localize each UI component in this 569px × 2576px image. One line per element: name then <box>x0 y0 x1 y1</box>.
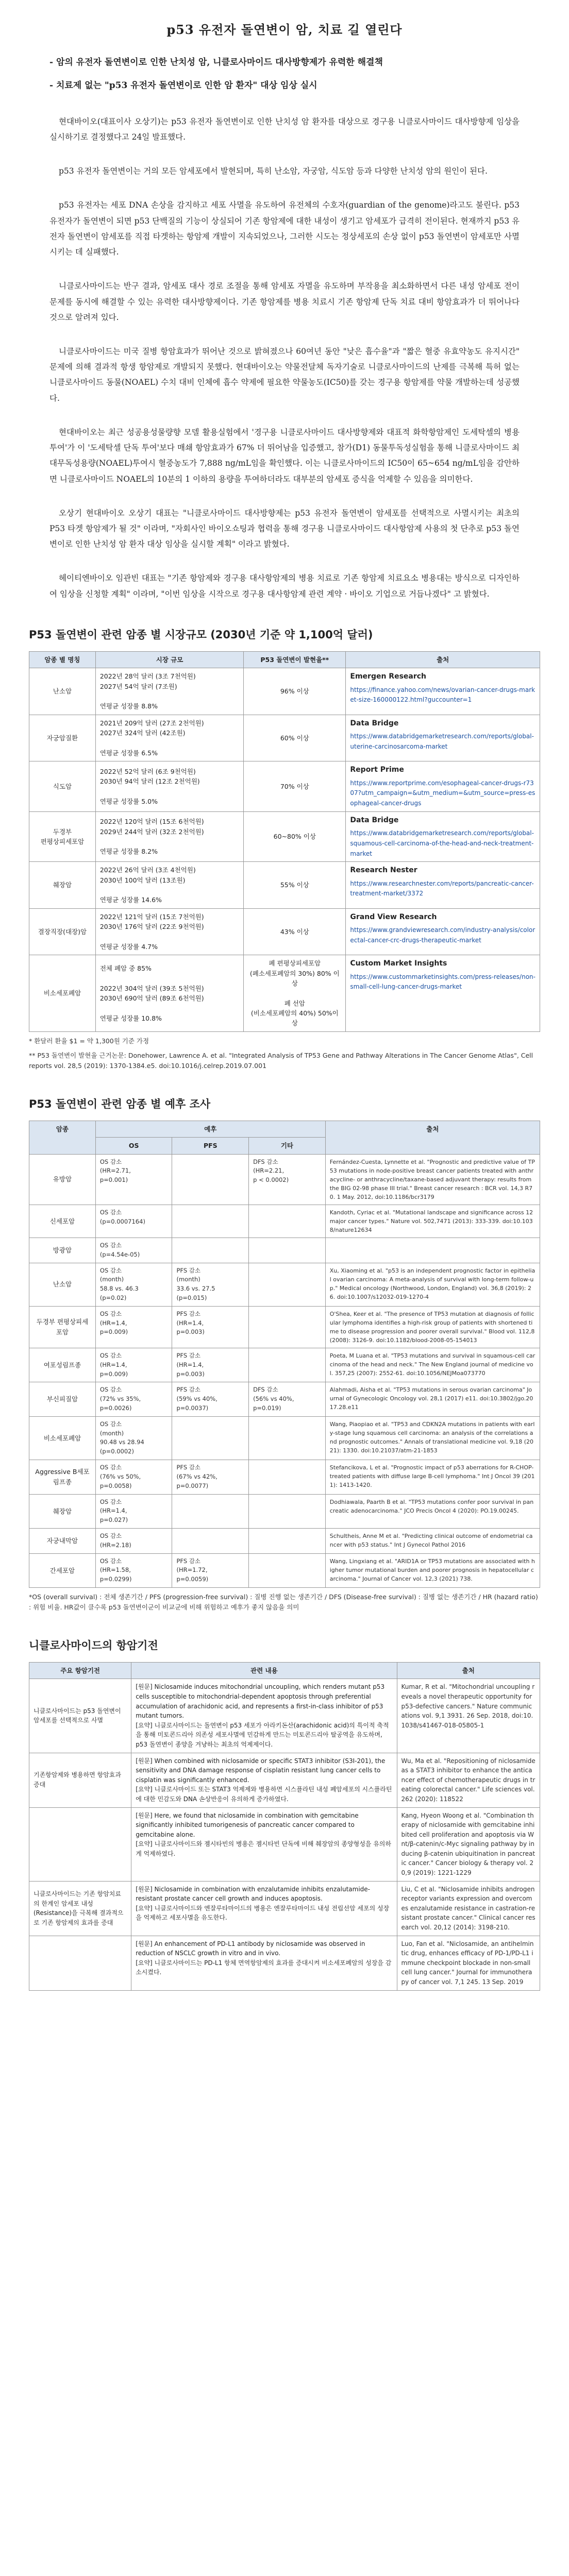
table-row <box>29 1416 540 1460</box>
source-cell: Wu, Ma et al. "Repositioning of niclosamide as a STAT3 inhibitor to enhance the anticancer effect of chemotherapeutic drugs in treating colorectal cancer." Life sciences vol. 262 (2020): 118522 <box>397 1753 540 1807</box>
other-cell <box>249 1263 326 1306</box>
table-row <box>29 1205 540 1238</box>
table-header: 출처 <box>397 1663 540 1679</box>
source-cell: Luo, Fan et al. "Niclosamide, an antihelmintic drug, enhances efficacy of PD-1/PD-L1 immune checkpoint blockade in non-small cell lung cancer." Journal for immunotherapy of cancer vol. 7,1 245. 13 Sep. 2019 <box>397 1936 540 1990</box>
summary-block <box>49 55 540 93</box>
os-cell: OS 감소 (72% vs 35%, p=0.0026) <box>95 1382 172 1416</box>
os-cell: OS 감소 (p=0.0007164) <box>95 1205 172 1238</box>
table-row <box>29 1238 540 1263</box>
os-cell: OS 감소 (HR=1.58, p=0.0299) <box>95 1553 172 1587</box>
table-row <box>29 715 540 761</box>
mutation-rate-cell: 70% 이상 <box>244 761 346 811</box>
cancer-type-cell: 결장직장(대장)암 <box>29 908 96 955</box>
body-paragraph: 니클로사마이드는 미국 질병 항암효과가 뛰어난 것으로 밝혀졌으나 60여년 동안 "낮은 흡수율"과 "짧은 혈중 유효약농도 유지시간" 문제에 의해 결과적 항생 항암제로 개발되지 못했다. 현대바이오는 약물전달체 독자기술로 니클로사마이드의 난제를 극복해 특허 없는 니클로사마이드 동물(NOAEL) 수치 대비 인체에 흡수 약제에 필요한 약물농도(IC50)를 갖는 경구용 항암제를 약물 개발하는데 성공했다. <box>49 346 520 403</box>
other-cell <box>249 1494 326 1528</box>
table-header: 출처 <box>325 1121 540 1154</box>
mutation-rate-cell: 43% 이상 <box>244 908 346 955</box>
other-cell: DFS 감소 (56% vs 40%, p=0.019) <box>249 1382 326 1416</box>
cancer-type-cell: 신세포암 <box>29 1205 96 1238</box>
market-size-cell: 2022년 120억 달러 (15조 6천억원) 2029년 244억 달러 (32조 2천억원) 연평균 성장률 8.2% <box>95 811 243 861</box>
source-cell: Wang, Piaopiao et al. "TP53 and CDKN2A mutations in patients with early-stage lung squamous cell carcinoma: an analysis of the correlations and prognostic outcomes." Annals of translational medicine vol. 9,18 (2021): 1330. doi:10.21037/atm-21-1853 <box>325 1416 540 1460</box>
market-size-heading: P53 돌연변이 관련 암종 별 시장규모 (2030년 기준 약 1,100억 달러) <box>29 628 373 641</box>
source-link[interactable]: https://www.databridgemarketresearch.com/reports/global-uterine-carcinosarcoma-market <box>350 733 534 750</box>
table-row <box>29 862 540 909</box>
source-cell: Schultheis, Anne M et al. "Predicting clinical outcome of endometrial cancer with p53 status." Int J Gynecol Pathol 2016 <box>325 1528 540 1553</box>
cancer-type-cell: 두경부 편평상피세포암 <box>29 1306 96 1348</box>
source-name: Custom Market Insights <box>350 959 447 968</box>
os-cell: OS 감소 (HR=2.71, p=0.001) <box>95 1154 172 1205</box>
table-row <box>29 1553 540 1587</box>
table-row <box>29 1382 540 1416</box>
mechanism-cell: 니클로사마이드는 기존 항암치료의 한계인 암세포 내성(Resistance)을 극복해 결과적으로 기존 항암제의 효과를 증대 <box>29 1881 131 1936</box>
mutation-rate-cell: 60% 이상 <box>244 715 346 761</box>
source-name: Emergen Research <box>350 672 427 681</box>
source-cell <box>346 668 540 715</box>
mechanism-table-body <box>29 1679 540 1990</box>
cancer-type-cell: 자궁내막암 <box>29 1528 96 1553</box>
mechanism-cell: 기존항암제와 병용하면 항암효과 증대 <box>29 1753 131 1807</box>
source-cell: Kandoth, Cyriac et al. "Mutational landscape and significance across 12 major cancer types." Nature vol. 502,7471 (2013): 333-339. doi:10.1038/nature12634 <box>325 1205 540 1238</box>
cancer-type-cell: 여포성림프종 <box>29 1348 96 1382</box>
pfs-cell <box>172 1416 249 1460</box>
content-cell: [원문] Niclosamide induces mitochondrial uncoupling, which renders mutant p53 cells susceptible to mitochondrial-dependent apoptosis through preferential accumulation of arachidonic acid, and represents a first-in-class inhibitor of p53 mutant tumors. [요약] 니클로사마이드는 돌연변이 p53 세포가 아라키돈산(arachidonic acid)의 특이적 축적을 통해 미토콘드리아 의존성 세포사멸에 민감하게 만드는 미토콘드리아 탈공역을 유도하며, p53 돌연변이 종양을 겨냥하는 최초의 억제제이다. <box>131 1679 397 1753</box>
source-cell: Stefancikova, L et al. "Prognostic impact of p53 aberrations for R-CHOP-treated patients with diffuse large B-cell lymphoma." Int J Oncol 39 (2011): 1413-1420. <box>325 1460 540 1494</box>
source-link[interactable]: https://www.researchnester.com/reports/pancreatic-cancer-treatment-market/3372 <box>350 879 534 897</box>
cancer-type-cell: 난소암 <box>29 668 96 715</box>
source-name: Data Bridge <box>350 719 399 727</box>
pfs-cell <box>172 1528 249 1553</box>
cancer-type-cell: 자궁암질환 <box>29 715 96 761</box>
table-subheader: 기타 <box>249 1138 326 1154</box>
prognosis-table <box>29 1121 540 1588</box>
body-paragraph: 오상기 현대바이오 오상기 대표는 "니클로사마이드 대사방향제는 p53 유전자 돌연변이 암세포를 선택적으로 사멸시키는 최초의 P53 타겟 항암제가 될 것" 이라며, "자회사인 바이오쇼팅과 협력을 통해 경구용 니클로사마이드 대사항암제 사용의 첫 단추로 p53 돌연변이로 인한 난치성 암 환자 대상 임상을 실시할 계획" 이라고 밝혔다. <box>49 508 520 549</box>
table-subheader: OS <box>95 1138 172 1154</box>
other-cell <box>249 1306 326 1348</box>
table-header: 주요 항암기전 <box>29 1663 131 1679</box>
table-header: 출처 <box>346 651 540 668</box>
os-cell: OS 감소 (month) 90.48 vs 28.94 (p=0.0002) <box>95 1416 172 1460</box>
source-cell: Kang, Hyeon Woong et al. "Combination therapy of niclosamide with gemcitabine inhibited cell proliferation and apoptosis via Wnt/β-catenin/c-Myc signaling pathway by inducing β-catenin ubiquitination in pancreatic cancer." Cancer biology & therapy vol. 20,9 (2019): 1221-1229 <box>397 1807 540 1881</box>
table-header: 예후 <box>95 1121 325 1137</box>
market-size-cell: 2021년 209억 달러 (27조 2천억원) 2027년 324억 달러 (42조원) 연평균 성장률 6.5% <box>95 715 243 761</box>
other-cell <box>249 1416 326 1460</box>
source-cell: Dodhiawala, Paarth B et al. "TP53 mutations confer poor survival in pancreatic adenocarcinoma." JCO Precis Oncol 4 (2020): PO.19.00245. <box>325 1494 540 1528</box>
os-cell: OS 감소 (month) 58.8 vs. 46.3 (p=0.02) <box>95 1263 172 1306</box>
source-cell: Alahmadi, Aisha et al. "TP53 mutations in serous ovarian carcinoma" Journal of Gynecologic Oncology vol. 28,1 (2017) e11. doi:10.3802/jgo.2017.28.e11 <box>325 1382 540 1416</box>
table-note: * 환달러 환율 $1 = 약 1,300원 기준 가정 <box>29 1037 149 1045</box>
cancer-type-cell: 비소세포폐암 <box>29 955 96 1032</box>
market-size-table <box>29 651 540 1032</box>
source-name: Research Nester <box>350 866 417 875</box>
pfs-cell: PFS 감소 (HR=1.72, p=0.0059) <box>172 1553 249 1587</box>
os-cell: OS 감소 (HR=1.4, p=0.009) <box>95 1306 172 1348</box>
source-cell: O'Shea, Keer et al. "The presence of TP53 mutation at diagnosis of follicular lymphoma identifies a high-risk group of patients with shortened time to disease progression and poorer overall survival." Blood vol. 112,8 (2008): 3126-9. doi:10.1182/blood-2008-05-154013 <box>325 1306 540 1348</box>
cancer-type-cell: 난소암 <box>29 1263 96 1306</box>
table-row <box>29 1881 540 1936</box>
cancer-type-cell: 유방암 <box>29 1154 96 1205</box>
source-name: Data Bridge <box>350 816 399 824</box>
table-subheader: PFS <box>172 1138 249 1154</box>
table-note: *OS (overall survival) : 전체 생존기간 / PFS (progression-free survival) : 질병 진행 없는 생존기간 / DFS (Disease-free survival) : 질병 없는 생존기간 / HR (hazard ratio) : 위험 비율. HR값이 클수록 p53 돌연변이군이 비교군에 비해 위험하고 예후가 좋지 않음을 의미 <box>29 1593 538 1611</box>
market-size-cell: 2022년 52억 달러 (6조 9천억원) 2030년 94억 달러 (12조 2천억원) 연평균 성장률 5.0% <box>95 761 243 811</box>
table-row <box>29 1528 540 1553</box>
source-cell: Liu, C et al. "Niclosamide inhibits androgen receptor variants expression and overcomes enzalutamide resistance in castration-resistant prostate cancer." Clinical cancer research vol. 20,12 (2014): 3198-210. <box>397 1881 540 1936</box>
source-link[interactable]: https://www.databridgemarketresearch.com/reports/global-squamous-cell-carcinoma-of-the-head-and-neck-treatment-market <box>350 829 534 857</box>
cancer-type-cell: 췌장암 <box>29 1494 96 1528</box>
other-cell: DFS 감소 (HR=2.21, p < 0.0002) <box>249 1154 326 1205</box>
table-header: 관련 내용 <box>131 1663 397 1679</box>
body-paragraph: 니클로사마이드는 반구 결과, 암세포 대사 경로 조절을 통해 암세포 자멸을 유도하며 부작용을 최소화하면서 다른 내성 암세포 전이 문제를 동시에 해결할 수 있는 유력한 대사방향제이다. 기존 항암제를 병용 치료시 기존 항암제 단독 치료 대비 항암효과가 더 뛰어나다 것으로 알려져 있다. <box>49 281 520 322</box>
os-cell: OS 감소 (p=4.54e-05) <box>95 1238 172 1263</box>
table-row <box>29 1306 540 1348</box>
mechanism-cell <box>29 1936 131 1990</box>
source-name: Report Prime <box>350 766 404 774</box>
source-cell <box>346 908 540 955</box>
table-header: 암종 <box>29 1121 96 1154</box>
source-cell <box>346 811 540 861</box>
source-cell: Kumar, R et al. "Mitochondrial uncoupling reveals a novel therapeutic opportunity for p53-defective cancers." Nature communications vol. 9,1 3931. 26 Sep. 2018, doi:10.1038/s41467-018-05805-1 <box>397 1679 540 1753</box>
pfs-cell: PFS 감소 (HR=1.4, p=0.003) <box>172 1348 249 1382</box>
table-row <box>29 1154 540 1205</box>
pfs-cell: PFS 감소 (59% vs 40%, p=0.0037) <box>172 1382 249 1416</box>
table-row <box>29 1460 540 1494</box>
source-cell <box>346 955 540 1032</box>
table-row <box>29 1753 540 1807</box>
os-cell: OS 감소 (HR=2.18) <box>95 1528 172 1553</box>
article-title: p53 유전자 돌연변이 암, 치료 길 열린다 <box>166 22 403 37</box>
table-note: ** P53 돌연변이 발현율 근거논문: Donehower, Lawrence A. et al. "Integrated Analysis of TP53 Gene and Pathway Alterations in The Cancer Genome Atlas", Cell reports vol. 28,5 (2019): 1370-1384.e5. doi:10.1016/j.celrep.2019.07.001 <box>29 1051 533 1070</box>
mutation-rate-cell: 60~80% 이상 <box>244 811 346 861</box>
market-size-cell: 2022년 28억 달러 (3조 7천억원) 2027년 54억 달러 (7조원) 연평균 성장률 8.8% <box>95 668 243 715</box>
other-cell <box>249 1205 326 1238</box>
pfs-cell <box>172 1205 249 1238</box>
cancer-type-cell: 비소세포폐암 <box>29 1416 96 1460</box>
content-cell: [원문] When combined with niclosamide or specific STAT3 inhibitor (S3I-201), the sensitivity and DNA damage response of cisplatin resistant lung cancer cells to cisplatin was significantly enhanced. [요약] 니클로사마이드 또는 STAT3 억제제와 병용하면 시스플라틴 내성 폐암세포의 시스플라틴에 대한 민감도와 DNA 손상반응이 유의하게 증가하였다. <box>131 1753 397 1807</box>
pfs-cell: PFS 감소 (HR=1.4, p=0.003) <box>172 1306 249 1348</box>
body-paragraph: 현대바이오(대표이사 오상기)는 p53 유전자 돌연변이로 인한 난치성 암 환자를 대상으로 경구용 니클로사마이드 대사방향제 임상을 실시하기로 결정했다고 24일 발표했다. <box>49 116 520 142</box>
market-size-cell: 전체 폐암 중 85% 2022년 304억 달러 (39조 5천억원) 2030년 690억 달러 (89조 6천억원) 연평균 성장률 10.8% <box>95 955 243 1032</box>
os-cell: OS 감소 (HR=1.4, p=0.009) <box>95 1348 172 1382</box>
pfs-cell: PFS 감소 (month) 33.6 vs. 27.5 (p=0.015) <box>172 1263 249 1306</box>
body-paragraph: p53 유전자는 세포 DNA 손상을 감지하고 세포 사멸을 유도하여 유전체의 수호자(guardian of the genome)라고도 불린다. p53 유전자가 돌연변이 되면 p53 단백질의 기능이 상실되어 기존 항암제에 대한 내성이 생기고 암세포가 급격히 전이된다. 현재까지 p53 유전자 돌연변이 암세포를 직접 타겟하는 항암제 개발이 지속되었으나, 그러한 시도는 정상세포의 손상 없이 p53 돌연변이 암세포만 사멸시키는 데 실패했다. <box>49 200 520 257</box>
source-cell: Xu, Xiaoming et al. "p53 is an independent prognostic factor in epithelial ovarian carcinoma: A meta-analysis of survival with long-term follow-up." Medical oncology (Northwood, London, England) vol. 36,8 (2019): 26. doi:10.1007/s12032-019-1270-4 <box>325 1263 540 1306</box>
table-row <box>29 811 540 861</box>
table-row <box>29 955 540 1032</box>
cancer-type-cell: Aggressive B세포 림프종 <box>29 1460 96 1494</box>
prognosis-table-body <box>29 1154 540 1588</box>
table-row <box>29 1348 540 1382</box>
os-cell: OS 감소 (76% vs 50%, p=0.0058) <box>95 1460 172 1494</box>
pfs-cell <box>172 1154 249 1205</box>
cancer-type-cell: 부신피질암 <box>29 1382 96 1416</box>
source-cell <box>346 862 540 909</box>
source-link[interactable]: https://www.grandviewresearch.com/industry-analysis/colorectal-cancer-crc-drugs-therapeutic-market <box>350 926 535 944</box>
market-size-cell: 2022년 26억 달러 (3조 4천억원) 2030년 100억 달러 (13조원) 연평균 성장률 14.6% <box>95 862 243 909</box>
table-row <box>29 1494 540 1528</box>
prognosis-heading: P53 돌연변이 관련 암종 별 예후 조사 <box>29 1097 211 1110</box>
other-cell <box>249 1460 326 1494</box>
content-cell: [원문] An enhancement of PD-L1 antibody by niclosamide was observed in reduction of NSCLC growth in vitro and in vivo. [요약] 니클로사마이드는 PD-L1 항체 면역항암제의 효과를 증대시켜 비소세포폐암의 성장을 감소시켰다. <box>131 1936 397 1990</box>
market-size-table-body <box>29 668 540 1032</box>
mutation-rate-cell: 96% 이상 <box>244 668 346 715</box>
pfs-cell <box>172 1238 249 1263</box>
summary-item: - 암의 유전자 돌연변이로 인한 난치성 암, 니클로사마이드 대사방향제가 유력한 해결책 <box>49 57 383 67</box>
table-row <box>29 1679 540 1753</box>
table-row <box>29 1936 540 1990</box>
table-row <box>29 1263 540 1306</box>
cancer-type-cell: 식도암 <box>29 761 96 811</box>
source-cell <box>325 1238 540 1263</box>
table-header: 시장 규모 <box>95 651 243 668</box>
cancer-type-cell: 방광암 <box>29 1238 96 1263</box>
other-cell <box>249 1528 326 1553</box>
source-link[interactable]: https://www.custommarketinsights.com/press-releases/non-small-cell-lung-cancer-drugs-market <box>350 973 535 991</box>
source-cell: Wang, Lingxiang et al. "ARID1A or TP53 mutations are associated with higher tumor mutational burden and poorer prognosis in hepatocellular carcinoma." Journal of Cancer vol. 12,3 (2021) 738. <box>325 1553 540 1587</box>
other-cell <box>249 1348 326 1382</box>
other-cell <box>249 1553 326 1587</box>
body-paragraph: 현대바이오는 최근 성공용성물량향 모델 활용실험에서 '경구용 니클로사마이드 대사방향제와 대표적 화학항암제인 도세탁셀의 병용 투여'가 이 '도세탁셀 단독 투여'보다 매쇄 항암효과가 67% 더 뛰어남을 입증했고, 참가(D1) 동물투독성실험을 통해 니클로사마이드 최대무독성용량(NOAEL)투여시 혈중농도가 7,888 ng/mL임을 확인했다. 이는 니클로사마이드의 IC50이 65~654 ng/mL임을 감안하면 니클로사마이드 NOAEL의 10분의 1 이하의 용량을 투여하더라도 대부분의 암세포 증식을 억제할 수 있음을 의미한다. <box>49 427 520 484</box>
source-link[interactable]: https://finance.yahoo.com/news/ovarian-cancer-drugs-market-size-160000122.html?guccounter=1 <box>350 686 535 704</box>
cancer-type-cell: 간세포암 <box>29 1553 96 1587</box>
mechanism-table <box>29 1662 540 1991</box>
mutation-rate-cell: 55% 이상 <box>244 862 346 909</box>
summary-item: - 치료제 없는 "p53 유전자 돌연변이로 인한 암 환자" 대상 임상 실시 <box>49 80 317 91</box>
cancer-type-cell: 췌장암 <box>29 862 96 909</box>
table-row <box>29 1807 540 1881</box>
mechanism-cell <box>29 1807 131 1881</box>
source-cell <box>346 761 540 811</box>
pfs-cell: PFS 감소 (67% vs 42%, p=0.0077) <box>172 1460 249 1494</box>
table-row <box>29 908 540 955</box>
table-row <box>29 761 540 811</box>
source-link[interactable]: https://www.reportprime.com/esophageal-cancer-drugs-r7307?utm_campaign=&utm_medium=&utm_source=press-esophageal-cancer-drugs <box>350 779 535 807</box>
cancer-type-cell: 두경부 편평상피세포암 <box>29 811 96 861</box>
body-paragraph: p53 유전자 돌연변이는 거의 모든 암세포에서 발현되며, 특히 난소암, 자궁암, 식도암 등과 다양한 난치성 암의 원인이 된다. <box>59 166 488 176</box>
other-cell <box>249 1238 326 1263</box>
content-cell: [원문] Niclosamide in combination with enzalutamide inhibits enzalutamide-resistant prostate cancer cell growth and induces apoptosis. [요약] 니클로사마이드와 엔잘루타마이드의 병용은 엔잘루타마이드 내성 전립선암 세포의 성장을 억제하고 세포사멸을 유도한다. <box>131 1881 397 1936</box>
body-paragraph: 헤이티엔바이오 임관빈 대표는 "기존 항암제와 경구용 대사항암제의 병용 치료로 기존 항암제 치료요소 병용대는 방식으로 디자인하여 임상을 신청할 계획" 이라며, "이번 임상을 시작으로 경구용 대사항암제 관련 계약 · 바이오 기업으로 거듭나겠다" 고 밝혔다. <box>49 573 520 599</box>
mechanism-cell: 니클로사마이드는 p53 돌연변이 암세포를 선택적으로 사멸 <box>29 1679 131 1753</box>
source-cell <box>346 715 540 761</box>
content-cell: [원문] Here, we found that niclosamide in combination with gemcitabine significantly inhibited tumorigenesis of pancreatic cancer compared to gemcitabine alone. [요약] 니클로사마이드와 젬시타빈의 병용은 젬시타빈 단독에 비해 췌장암의 종양형성을 유의하게 억제하였다. <box>131 1807 397 1881</box>
pfs-cell <box>172 1494 249 1528</box>
table-row <box>29 668 540 715</box>
os-cell: OS 감소 (HR=1.4, p=0.027) <box>95 1494 172 1528</box>
table-header: P53 돌연변이 발현율** <box>244 651 346 668</box>
source-cell: Fernández-Cuesta, Lynnette et al. "Prognostic and predictive value of TP53 mutations in node-positive breast cancer patients treated with anthracycline- or anthracycline/taxane-based adjuvant therapy: results from the BIG 02-98 phase III trial." Breast cancer research : BCR vol. 14,3 R70. 1 May. 2012, doi:10.1186/bcr3179 <box>325 1154 540 1205</box>
mutation-rate-cell: 폐 편평상피세포암 (폐소세포폐암의 30%) 80% 이상 폐 선암 (비소세포폐암의 40%) 50%이상 <box>244 955 346 1032</box>
market-size-cell: 2022년 121억 달러 (15조 7천억원) 2030년 176억 달러 (22조 9천억원) 연평균 성장률 4.7% <box>95 908 243 955</box>
source-name: Grand View Research <box>350 912 437 921</box>
table-header: 암종 별 명칭 <box>29 651 96 668</box>
mechanism-heading: 니클로사마이드의 항암기전 <box>29 1639 158 1652</box>
source-cell: Poeta, M Luana et al. "TP53 mutations and survival in squamous-cell carcinoma of the head and neck." The New England journal of medicine vol. 357,25 (2007): 2552-61. doi:10.1056/NEJMoa073770 <box>325 1348 540 1382</box>
